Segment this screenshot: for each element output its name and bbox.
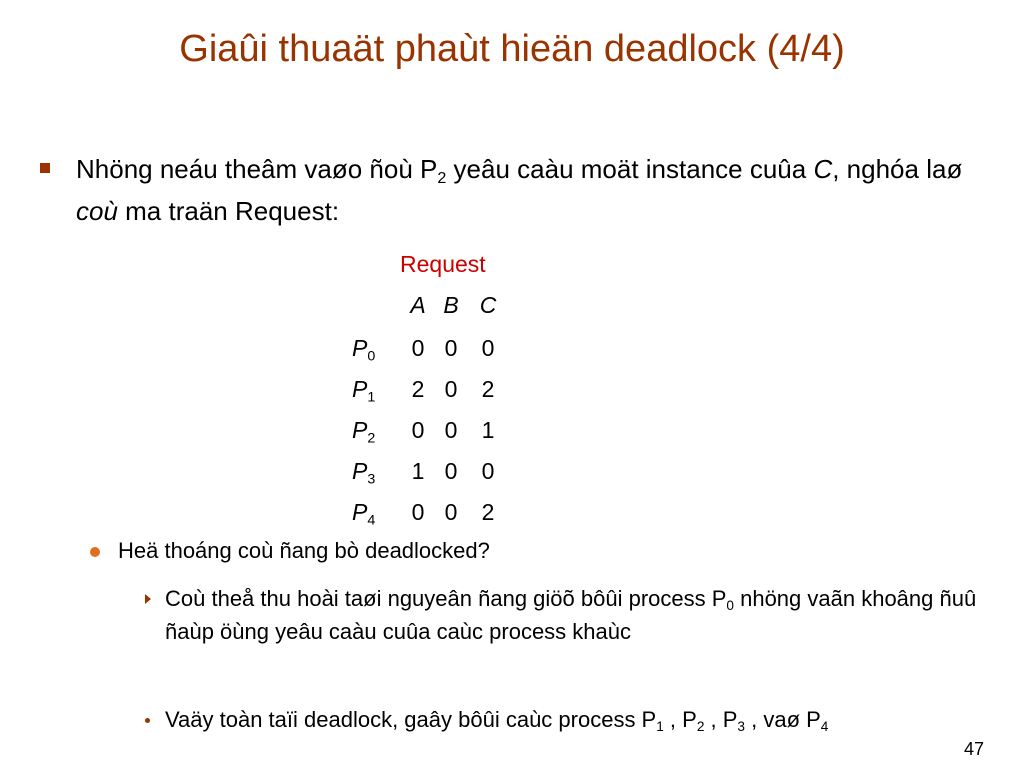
bullet-level2-text: Heä thoáng coù ñang bò deadlocked?	[118, 538, 490, 563]
request-matrix-label: Request	[400, 251, 486, 277]
small-dot-bullet-icon	[145, 718, 150, 723]
bullet-level1-text: Nhöng neáu theâm vaøo ñoù $P_2$ yeâu caàu moät instance cuûa C, nghóa laø coù ma traän Request:	[76, 154, 963, 226]
matrix-cell: 0	[444, 417, 458, 443]
matrix-row-label: $P_3$	[352, 458, 376, 488]
matrix-cell: 0	[411, 417, 425, 443]
matrix-row-label: $P_1$	[352, 376, 376, 406]
matrix-cell: 0	[411, 335, 425, 361]
square-bullet-icon	[40, 163, 50, 173]
matrix-column-header: A	[410, 292, 426, 318]
slide-title: Giaûi thuaät phaùt hieän deadlock (4/4)	[179, 28, 845, 70]
matrix-cell: 2	[481, 376, 495, 402]
page-number: 47	[963, 739, 984, 759]
round-bullet-icon	[90, 547, 100, 557]
bullet-level3-second-text: Vaäy toàn taïi deadlock, gaây bôûi caùc process $P_1$ , $P_2$ , $P_3$ , vaø $P_4$	[165, 707, 829, 735]
matrix-cell: 0	[444, 335, 458, 361]
matrix-cell: 1	[481, 417, 495, 443]
matrix-cell: 1	[411, 458, 425, 484]
matrix-cell: 0	[444, 376, 458, 402]
matrix-cell: 0	[411, 499, 425, 525]
matrix-cell: 0	[444, 499, 458, 525]
matrix-row-label: $P_0$	[352, 335, 376, 365]
matrix-cell: 0	[444, 458, 458, 484]
matrix-cell: 2	[481, 499, 495, 525]
matrix-cell: 2	[411, 376, 425, 402]
triangle-bullet-icon	[145, 594, 151, 604]
matrix-row-label: $P_4$	[352, 499, 376, 529]
bullet-level3-first-text: Coù theå thu hoài taøi nguyeân ñang giöõ bôûi process $P_0$ nhöng vaãn khoâng ñuû ñaùp öùng yeâu caàu cuûa caùc process khaùc	[165, 586, 977, 644]
matrix-row-label: $P_2$	[352, 417, 376, 447]
matrix-column-header: C	[479, 292, 497, 318]
matrix-cell: 0	[481, 335, 495, 361]
matrix-cell: 0	[481, 458, 495, 484]
matrix-column-header: B	[443, 292, 459, 318]
